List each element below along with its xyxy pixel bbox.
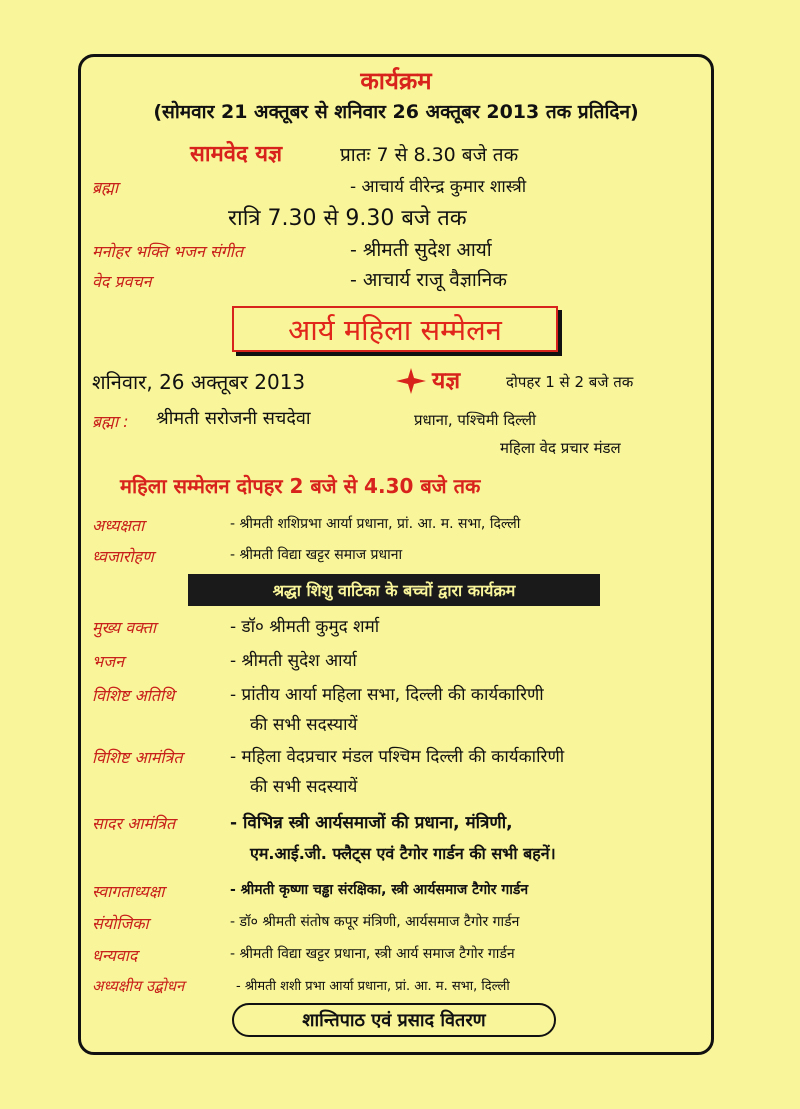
role-value-sadar-amantrit: - विभिन्न स्त्री आर्यसमाजों की प्रधाना, मंत्रिणी, [230,813,513,833]
bhajan-value: - श्रीमती सुदेश आर्या [350,239,492,261]
program-title: कार्यक्रम [360,67,432,95]
role-value-bhajan: - श्रीमती सुदेश आर्या [230,651,357,671]
sammelan-brahma-role2: महिला वेद प्रचार मंडल [500,439,621,457]
role-value-mukhya-vakta: - डॉ० श्रीमती कुमुद शर्मा [230,617,380,637]
sammelan-title-box [232,306,558,352]
brahma-label: ब्रह्मा [92,178,119,197]
sammelan-title: आर्य महिला सम्मेलन [288,312,502,347]
role-label-dhwajarohan: ध्वजारोहण [92,547,154,566]
role-label-mukhya-vakta: मुख्य वक्ता [92,618,157,637]
role-value-vishisht-amantrit: - महिला वेदप्रचार मंडल पश्चिम दिल्ली की कार्यकारिणी [230,747,565,767]
role-label-dhanyavad: धन्यवाद [92,946,138,965]
role-label-adhyakshata: अध्यक्षता [92,516,145,535]
bhajan-label: मनोहर भक्ति भजन संगीत [92,242,244,261]
role-label-bhajan: भजन [92,652,125,671]
role-label-adhyakshiya-udbodhan: अध्यक्षीय उद्बोधन [92,977,185,995]
role-label-sanyojika: संयोजिका [92,914,149,933]
role-value-dhwajarohan: - श्रीमती विद्या खट्टर समाज प्रधाना [230,547,403,563]
star-icon [396,368,426,394]
brahma-value: - आचार्य वीरेन्द्र कुमार शास्त्री [350,177,527,197]
pravachan-label: वेद प्रवचन [92,272,152,291]
sammelan-brahma-label: ब्रह्मा : [92,412,129,431]
role-value-adhyakshata: - श्रीमती शशिप्रभा आर्या प्रधाना, प्रां. आ. म. सभा, दिल्ली [230,516,521,532]
role-value-sanyojika: - डॉ० श्रीमती संतोष कपूर मंत्रिणी, आर्यसमाज टैगोर गार्डन [230,914,520,930]
sammelan-time-heading: महिला सम्मेलन दोपहर 2 बजे से 4.30 बजे तक [120,474,481,498]
role-label-vishisht-amantrit: विशिष्ट आमंत्रित [92,748,183,767]
banner-text: श्रद्धा शिशु वाटिका के बच्चों द्वारा कार्यक्रम [272,581,516,600]
role-value2-vishisht-amantrit: की सभी सदस्यायें [250,777,358,797]
role-value2-sadar-amantrit: एम.आई.जी. फ्लैट्स एवं टैगोर गार्डन की सभी बहनें। [250,844,556,863]
yagya-label: यज्ञ [432,368,461,394]
samved-time: प्रातः 7 से 8.30 बजे तक [340,144,519,166]
sammelan-brahma-value: श्रीमती सरोजनी सचदेवा [156,408,311,429]
footer-text: शान्तिपाठ एवं प्रसाद वितरण [302,1010,486,1031]
sammelan-brahma-role: प्रधाना, पश्चिमी दिल्ली [414,411,536,429]
role-label-vishisht-atithi: विशिष्ट अतिथि [92,686,175,705]
children-program-banner [188,574,600,606]
footer-pill [232,1003,556,1037]
yagya-time: दोपहर 1 से 2 बजे तक [506,373,634,391]
role-value-dhanyavad: - श्रीमती विद्या खट्टर प्रधाना, स्त्री आर्य समाज टैगोर गार्डन [230,946,515,962]
role-value-adhyakshiya-udbodhan: - श्रीमती शशी प्रभा आर्या प्रधाना, प्रां. आ. म. सभा, दिल्ली [236,979,510,994]
role-label-sadar-amantrit: सादर आमंत्रित [92,814,176,833]
program-dates: (सोमवार 21 अक्तूबर से शनिवार 26 अक्तूबर 2013 तक प्रतिदिन) [153,101,639,123]
role-label-swagatadhyaksha: स्वागताध्यक्षा [92,882,165,901]
role-value-vishisht-atithi: - प्रांतीय आर्या महिला सभा, दिल्ली की कार्यकारिणी [230,685,544,705]
night-time: रात्रि 7.30 से 9.30 बजे तक [228,206,467,231]
role-value2-vishisht-atithi: की सभी सदस्यायें [250,715,358,735]
samved-label: सामवेद यज्ञ [190,142,283,167]
pravachan-value: - आचार्य राजू वैज्ञानिक [350,269,507,291]
sammelan-date: शनिवार, 26 अक्तूबर 2013 [92,370,306,394]
role-value-swagatadhyaksha: - श्रीमती कृष्णा चड्ढा संरक्षिका, स्त्री आर्यसमाज टैगोर गार्डन [230,882,529,898]
